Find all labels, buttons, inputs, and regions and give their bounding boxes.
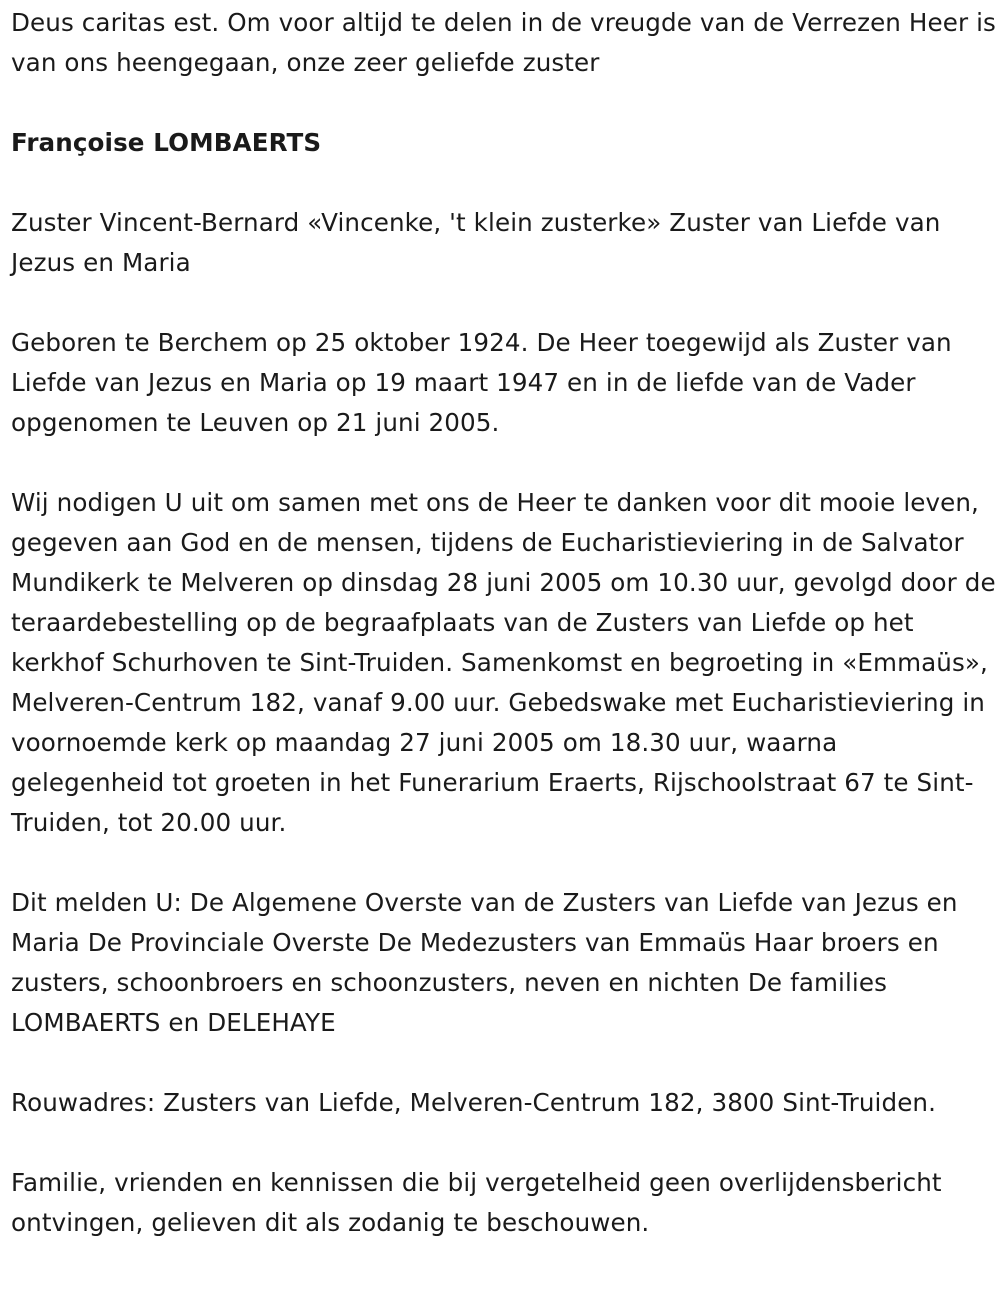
- religious-name-paragraph: Zuster Vincent-Bernard «Vincenke, 't klein zusterke» Zuster van Liefde van Jezus en Maria: [11, 208, 941, 277]
- biography-paragraph: Geboren te Berchem op 25 oktober 1924. De Heer toegewijd als Zuster van Liefde van Jezus en Maria op 19 maart 1947 en in de liefde van de Vader opgenomen te Leuven op 21 juni 2005.: [11, 328, 952, 437]
- mourning-address-paragraph: Rouwadres: Zusters van Liefde, Melveren-Centrum 182, 3800 Sint-Truiden.: [11, 1088, 937, 1117]
- invitation-paragraph: Wij nodigen U uit om samen met ons de Heer te danken voor dit mooie leven, gegeven aan God en de mensen, tijdens de Eucharistieviering in de Salvator Mundikerk te Melveren op dinsdag 28 juni 2005 om 10.30 uur, gevolgd door de teraardebestelling op de begraafplaats van de Zusters van Liefde op het kerkhof Schurhoven te Sint-Truiden. Samenkomst en begroeting in «Emmaüs», Melveren-Centrum 182, vanaf 9.00 uur. Gebedswake met Eucharistieviering in voornoemde kerk op maandag 27 juni 2005 om 18.30 uur, waarna gelegenheid tot groeten in het Funerarium Eraerts, Rijschoolstraat 67 te Sint-Truiden, tot 20.00 uur.: [11, 488, 996, 837]
- announced-by-paragraph: Dit melden U: De Algemene Overste van de Zusters van Liefde van Jezus en Maria De Provinciale Overste De Medezusters van Emmaüs Haar broers en zusters, schoonbroers en schoonzusters, neven en nichten De families LOMBAERTS en DELEHAYE: [11, 888, 958, 1037]
- closing-paragraph: Familie, vrienden en kennissen die bij vergetelheid geen overlijdensbericht ontvingen, gelieven dit als zodanig te beschouwen.: [11, 1168, 942, 1237]
- obituary-notice: [11, 3, 996, 1243]
- deceased-name: Françoise LOMBAERTS: [11, 128, 322, 157]
- intro-paragraph: Deus caritas est. Om voor altijd te delen in de vreugde van de Verrezen Heer is van ons heengegaan, onze zeer geliefde zuster: [11, 8, 996, 77]
